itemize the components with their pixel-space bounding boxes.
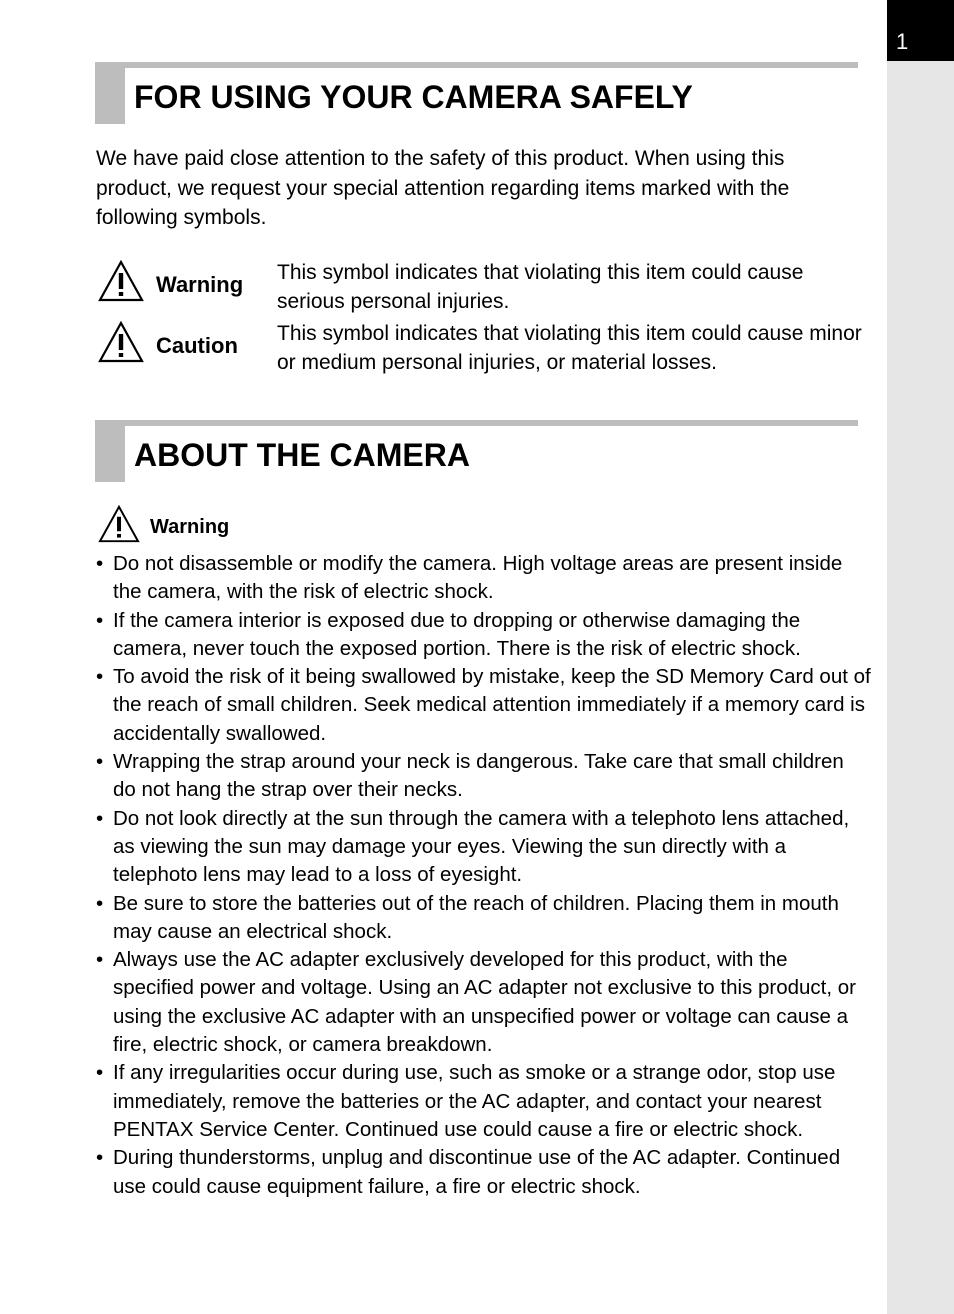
bullet-icon: • bbox=[96, 665, 104, 689]
list-item bbox=[96, 550, 871, 607]
section-header-camera bbox=[95, 420, 858, 482]
list-item bbox=[96, 607, 871, 664]
symbol-row-warning bbox=[98, 258, 868, 318]
list-item bbox=[96, 748, 871, 805]
list-item-text: Always use the AC adapter exclusively developed for this product, with the specified power and voltage. Using an AC adapter not exclusive to this product, or using the exclusive AC adapter with an unspecified power or voltage can cause a fire, electric shock, or camera breakdown. bbox=[113, 948, 856, 1057]
symbol-label: Warning bbox=[156, 272, 244, 297]
section-header-safety bbox=[95, 62, 858, 124]
bullet-icon: • bbox=[96, 891, 104, 915]
list-item-text: If the camera interior is exposed due to dropping or otherwise damaging the camera, never touch the exposed portion. There is the risk of electric shock. bbox=[113, 608, 801, 660]
warning-triangle-icon bbox=[98, 321, 144, 363]
header-rule bbox=[95, 420, 858, 426]
bullet-icon: • bbox=[96, 608, 104, 632]
list-item-text: To avoid the risk of it being swallowed by mistake, keep the SD Memory Card out of the reach of small children. Seek medical attention immediately if a memory card is accidentally swallowed. bbox=[113, 665, 871, 745]
bullet-icon: • bbox=[96, 1146, 104, 1170]
list-item bbox=[96, 946, 871, 1059]
warning-list bbox=[96, 550, 871, 1201]
symbol-description: This symbol indicates that violating this item could cause serious personal injuries. bbox=[277, 261, 804, 313]
list-item bbox=[96, 1059, 871, 1144]
header-rule bbox=[95, 62, 858, 68]
list-item bbox=[96, 1144, 871, 1201]
bullet-icon: • bbox=[96, 948, 104, 972]
intro-paragraph: We have paid close attention to the safety of this product. When using this product, we request your special attention regarding items marked with the following symbols. bbox=[96, 147, 790, 229]
list-item-text: Be sure to store the batteries out of the reach of children. Placing them in mouth may cause an electrical shock. bbox=[113, 891, 839, 943]
header-block bbox=[95, 62, 125, 124]
side-strip bbox=[887, 0, 954, 1314]
page-number-tab bbox=[887, 0, 954, 61]
list-item bbox=[96, 805, 871, 890]
warning-triangle-icon bbox=[98, 505, 140, 543]
list-item-text: If any irregularities occur during use, such as smoke or a strange odor, stop use immediately, remove the batteries or the AC adapter, and contact your nearest PENTAX Service Center. Continued use could cause a fire or electric shock. bbox=[113, 1061, 836, 1141]
bullet-icon: • bbox=[96, 1061, 104, 1085]
header-block bbox=[95, 420, 125, 482]
list-item-text: Do not disassemble or modify the camera. High voltage areas are present inside the camera, with the risk of electric shock. bbox=[113, 552, 843, 604]
warning-heading bbox=[98, 505, 298, 545]
list-item-text: During thunderstorms, unplug and discontinue use of the AC adapter. Continued use could cause equipment failure, a fire or electric shock. bbox=[113, 1146, 841, 1198]
bullet-icon: • bbox=[96, 806, 104, 830]
list-item bbox=[96, 663, 871, 748]
symbol-label: Caution bbox=[156, 333, 238, 358]
list-item-text: Wrapping the strap around your neck is dangerous. Take care that small children do not hang the strap over their necks. bbox=[113, 750, 844, 802]
section-title: ABOUT THE CAMERA bbox=[134, 437, 470, 473]
section-title: FOR USING YOUR CAMERA SAFELY bbox=[134, 79, 693, 115]
list-item bbox=[96, 890, 871, 947]
bullet-icon: • bbox=[96, 750, 104, 774]
warning-triangle-icon bbox=[98, 260, 144, 302]
list-item-text: Do not look directly at the sun through the camera with a telephoto lens attached, as viewing the sun may damage your eyes. Viewing the sun directly with a telephoto lens may lead to a loss of eyesight. bbox=[113, 806, 850, 887]
page-number: 1 bbox=[896, 29, 909, 54]
bullet-icon: • bbox=[96, 552, 104, 575]
symbol-description: This symbol indicates that violating this item could cause minor or medium personal injuries, or material losses. bbox=[277, 322, 862, 374]
warning-label: Warning bbox=[150, 516, 230, 538]
symbol-row-caution bbox=[98, 319, 868, 379]
